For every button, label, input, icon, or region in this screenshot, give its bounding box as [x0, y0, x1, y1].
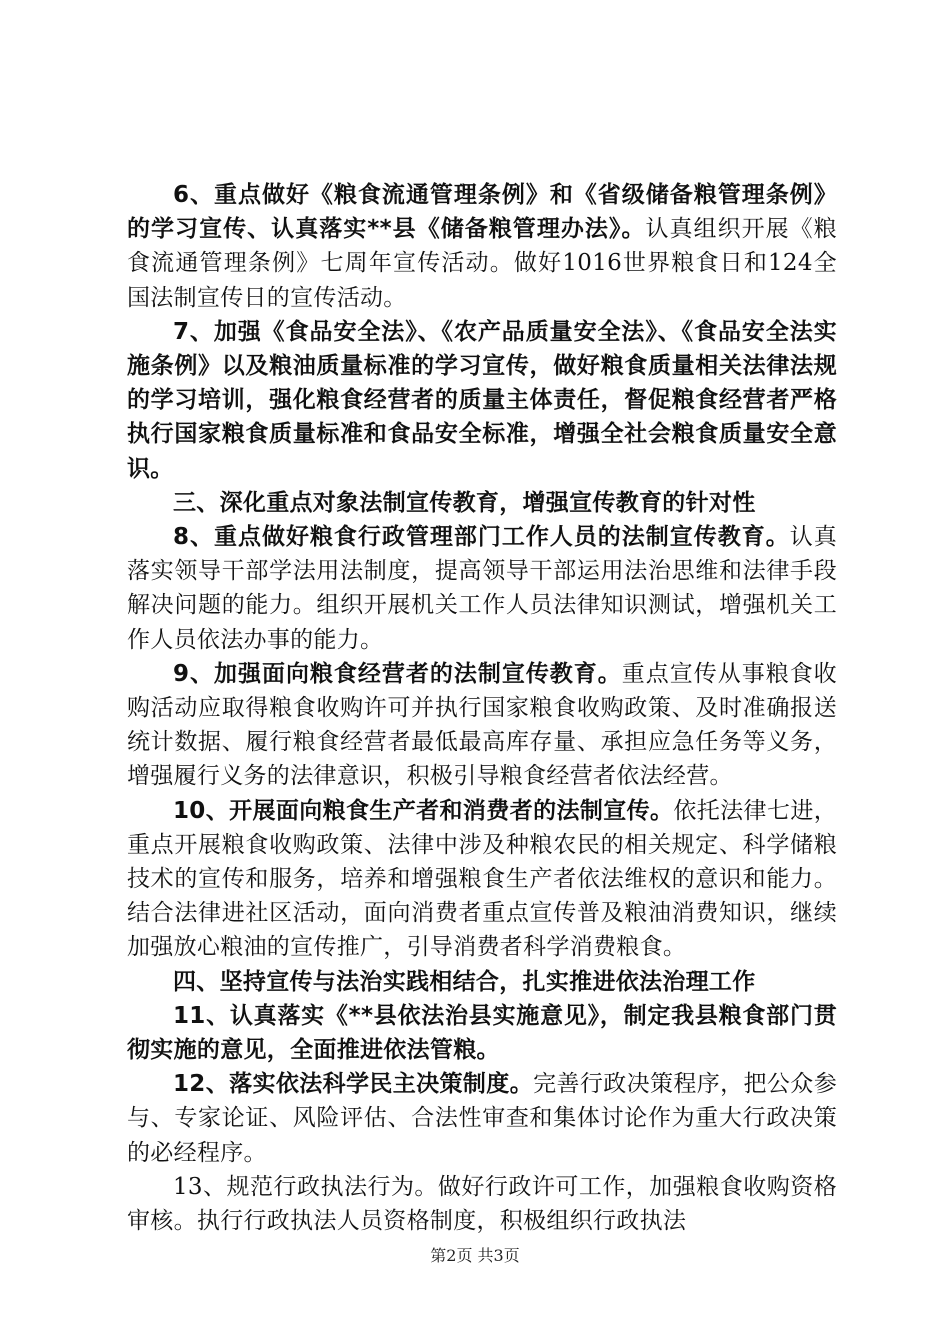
- paragraph-6-text: 认真组织开展《粮食流通管理条例》七周年宣传活动。做好1016世界粮食日和124全国法制宣传日的宣传活动。: [127, 216, 837, 311]
- paragraph-11-bold: 11、认真落实《**县依法治县实施意见》，制定我县粮食部门贯彻实施的意见，全面推进依法管粮。: [127, 1002, 837, 1064]
- section-heading-4-text: 四、坚持宣传与法治实践相结合，扎实推进依法治理工作: [173, 968, 756, 995]
- paragraph-10: [127, 794, 837, 965]
- paragraph-11: [127, 999, 837, 1067]
- paragraph-7: [127, 315, 837, 486]
- paragraph-10-bold: 10、开展面向粮食生产者和消费者的法制宣传。: [173, 797, 674, 824]
- paragraph-7-bold: 7、加强《食品安全法》、《农产品质量安全法》、《食品安全法实施条例》以及粮油质量标准的学习宣传，做好粮食质量相关法律法规的学习培训，强化粮食经营者的质量主体责任，督促粮食经营者严格执行国家粮食质量标准和食品安全标准，增强全社会粮食质量安全意识。: [127, 318, 837, 482]
- document-body: [127, 178, 837, 1238]
- paragraph-12: [127, 1067, 837, 1170]
- paragraph-12-text: 完善行政决策程序，把公众参与、专家论证、风险评估、合法性审查和集体讨论作为重大行政决策的必经程序。: [127, 1071, 837, 1166]
- paragraph-8-bold: 8、重点做好粮食行政管理部门工作人员的法制宣传教育。: [173, 524, 790, 551]
- section-heading-4: [127, 965, 837, 999]
- paragraph-8-text: 认真落实领导干部学法用法制度，提高领导干部运用法治思维和法律手段解决问题的能力。组织开展机关工作人员法律知识测试，增强机关工作人员依法办事的能力。: [127, 524, 837, 653]
- paragraph-9-bold: 9、加强面向粮食经营者的法制宣传教育。: [173, 660, 622, 687]
- page-number-label: 第2页 共3页: [430, 1246, 520, 1265]
- paragraph-12-bold: 12、落实依法科学民主决策制度。: [173, 1071, 534, 1098]
- section-heading-3: [127, 486, 837, 520]
- paragraph-6: [127, 178, 837, 315]
- paragraph-13-text: 13、规范行政执法行为。做好行政许可工作，加强粮食收购资格审核。执行行政执法人员资格制度，积极组织行政执法: [127, 1173, 837, 1235]
- paragraph-8: [127, 520, 837, 657]
- paragraph-9-text: 重点宣传从事粮食收购活动应取得粮食收购许可并执行国家粮食收购政策、及时准确报送统计数据、履行粮食经营者最低最高库存量、承担应急任务等义务，增强履行义务的法律意识，积极引导粮食经营者依法经营。: [127, 660, 837, 790]
- paragraph-13: [127, 1170, 837, 1238]
- section-heading-3-text: 三、深化重点对象法制宣传教育，增强宣传教育的针对性: [173, 489, 756, 516]
- page-footer: [0, 1243, 950, 1266]
- paragraph-9: [127, 657, 837, 794]
- paragraph-6-bold: 6、重点做好《粮食流通管理条例》和《省级储备粮管理条例》的学习宣传、认真落实**县《储备粮管理办法》。: [127, 182, 837, 243]
- paragraph-10-text: 依托法律七进，重点开展粮食收购政策、法律中涉及种粮农民的相关规定、科学储粮技术的宣传和服务，培养和增强粮食生产者依法维权的意识和能力。结合法律进社区活动，面向消费者重点宣传普及粮油消费知识，继续加强放心粮油的宣传推广，引导消费者科学消费粮食。: [127, 797, 837, 961]
